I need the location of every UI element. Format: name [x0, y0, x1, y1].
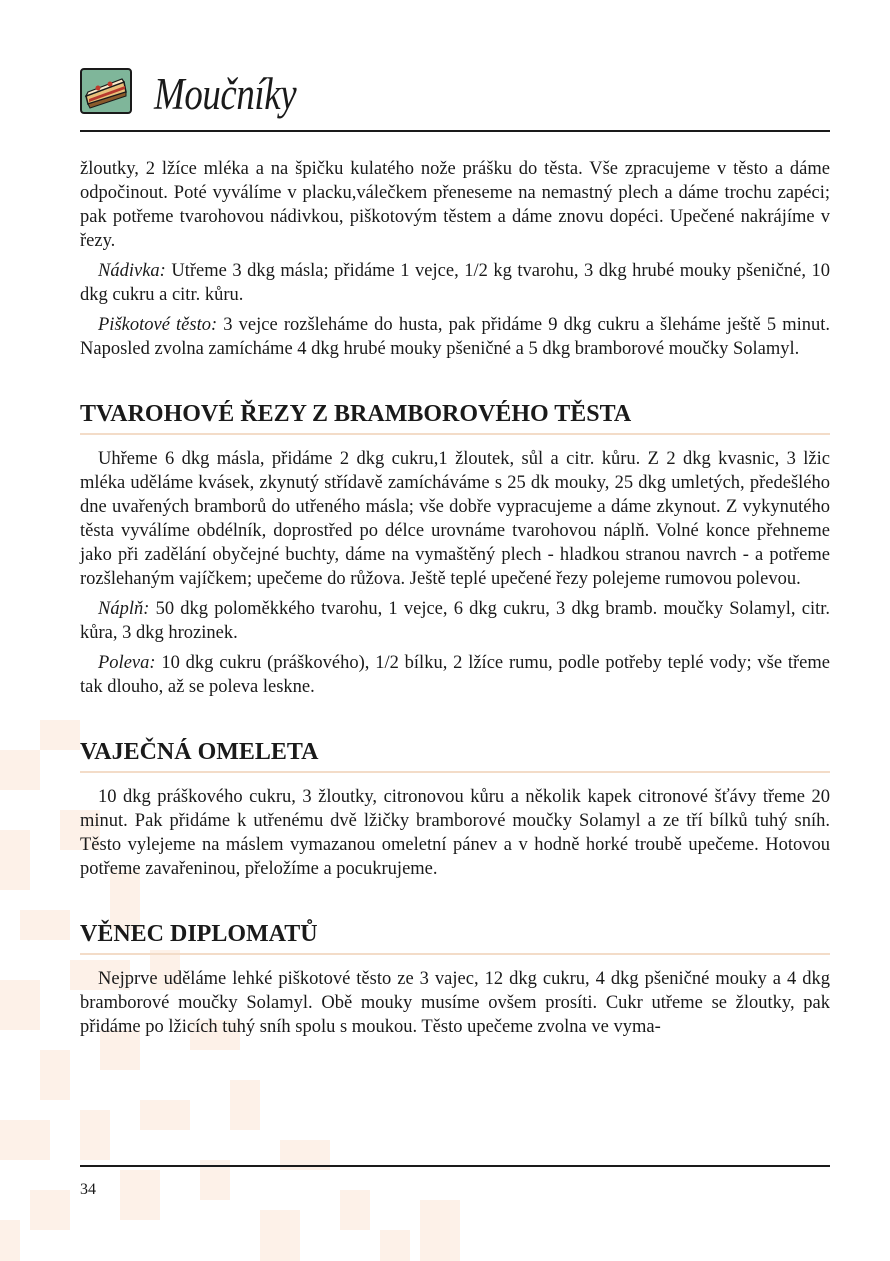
paragraph: Nejprve uděláme lehké piškotové těsto ze 3 vajec, 12 dkg cukru, 4 dkg pšeničné mouky a 4 dkg bramborové moučky Solamyl. Obě mouky musíme ovšem prosíti. Cukr utřeme se žloutky, pak přidáme po lžicích tuhý sníh spolu s moukou. Těsto upečeme zvolna ve vyma-: [80, 969, 830, 1037]
paragraph-label: Nádivka:: [98, 261, 166, 281]
paragraph-text: 50 dkg poloměkkého tvarohu, 1 vejce, 6 dkg cukru, 3 dkg bramb. moučky Solamyl, citr. kůra, 3 dkg hrozinek.: [80, 599, 830, 643]
paragraph: 10 dkg práškového cukru, 3 žloutky, citronovou kůru a několik kapek citronové šťávy třeme 20 minut. Pak přidáme k utřenému dvě lžičky bramborové moučky Solamyl a ze tří bílků tuhý sníh. Těsto vylejeme na máslem vymazanou omeletní pánev a v hodně horké troubě upečeme. Hotovou potřeme zavařeninou, přeložíme a pocukrujeme.: [80, 787, 830, 879]
paragraph-text: 3 vejce rozšleháme do husta, pak přidáme 9 dkg cukru a šleháme ještě 5 minut. Naposled zvolna zamícháme 4 dkg hrubé mouky pšeničné a 5 dkg bramborové moučky Solamyl.: [80, 315, 831, 359]
paragraph: [80, 597, 830, 645]
recipe-section: [80, 919, 830, 1039]
chapter-header: [80, 62, 830, 132]
footer-rule: [80, 1165, 830, 1167]
paragraph-label: Piškotové těsto:: [98, 315, 218, 335]
paragraph: žloutky, 2 lžíce mléka a na špičku kulatého nože prášku do těsta. Vše zpracujeme v těsto a dáme odpočinout. Poté vyválíme v placku,válečkem přeneseme na nemastný plech a dáme trochu zapéci; pak potřeme tvarohovou nádivkou, piškotovým těstem a dáme znovu dopéci. Upečené nakrájíme v řezy.: [80, 159, 830, 251]
paragraph-text: Utřeme 3 dkg másla; přidáme 1 vejce, 1/2 kg tvarohu, 3 dkg hrubé mouky pšeničné, 10 dkg cukru a citr. kůru.: [80, 261, 830, 305]
page-content: [80, 157, 830, 1045]
paragraph-label: Náplň:: [98, 599, 150, 619]
recipe-section: [80, 399, 830, 699]
paragraph: Uhřeme 6 dkg másla, přidáme 2 dkg cukru,1 žloutek, sůl a citr. kůru. Z 2 dkg kvasnic, 3 lžic mléka uděláme kvásek, zkynutý střídavě zamícháváme s 25 dk mouky, 25 dkg umletých, předešlého dne uvařených bramborů do utřeného másla; vše dobře vypracujeme a dáme zkynout. Z vykynutého těsta vyválíme obdélník, doprostřed po délce urovnáme tvarohovou náplň. Volné konce přehneme jako při zadělání obyčejné buchty, dáme na vymaštěný plech - hladkou stranou navrch - a potřeme rozšlehaným vajíčkem; upečeme do růžova. Ještě teplé upečené řezy polejeme rumovou polevou.: [80, 449, 830, 589]
section-heading: VAJEČNÁ OMELETA: [80, 737, 830, 773]
paragraph: [80, 259, 830, 307]
paragraph-text: 10 dkg cukru (práškového), 1/2 bílku, 2 lžíce rumu, podle potřeby teplé vody; vše třeme tak dlouho, až se poleva leskne.: [80, 653, 830, 697]
page-number: 34: [80, 1181, 96, 1198]
paragraph: [80, 313, 830, 361]
header-rule: [80, 130, 830, 132]
section-heading: TVAROHOVÉ ŘEZY Z BRAMBOROVÉHO TĚSTA: [80, 399, 830, 435]
chapter-title: Moučníky: [154, 69, 297, 119]
paragraph: [80, 651, 830, 699]
paragraph-label: Poleva:: [98, 653, 156, 673]
section-heading: VĚNEC DIPLOMATŮ: [80, 919, 830, 955]
recipe-section: [80, 737, 830, 881]
cake-slice-icon: [80, 68, 132, 114]
